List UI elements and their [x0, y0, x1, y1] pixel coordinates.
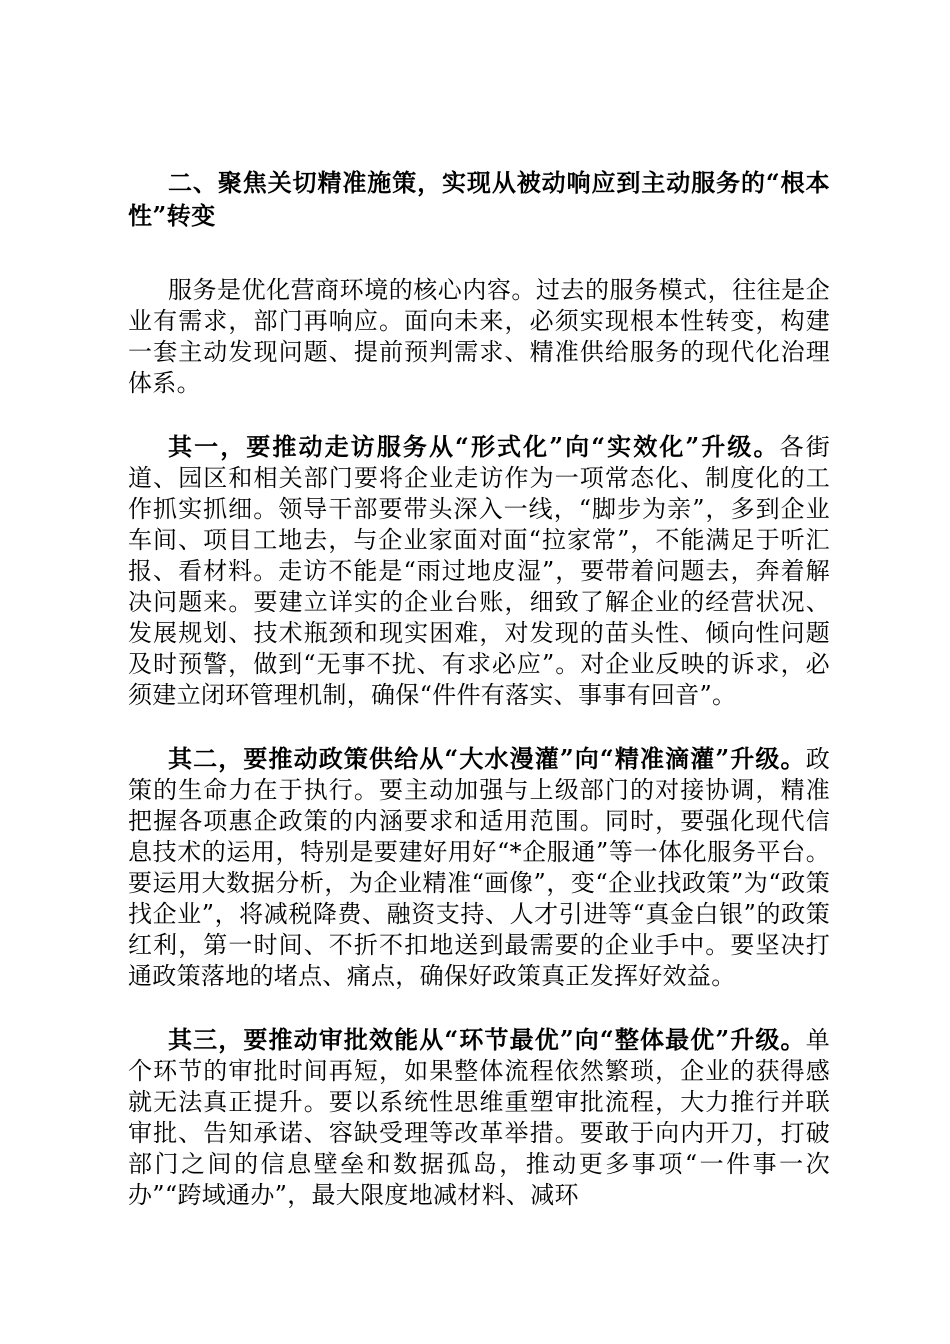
paragraph-body: 各街道、园区和相关部门要将企业走访作为一项常态化、制度化的工作抓实抓细。领导干部要带头深入一线，“脚步为亲”，多到企业车间、项目工地去，与企业家面对面“拉家常”，不能满足于听汇报、看材料。走访不能是“雨过地皮湿”，要带着问题去，奔着解决问题来。要建立详实的企业台账，细致了解企业的经营状况、发展规划、技术瓶颈和现实困难，对发现的苗头性、倾向性问题及时预警，做到“无事不扰、有求必应”。对企业反映的诉求，必须建立闭环管理机制，确保“件件有落实、事事有回音”。	[128, 433, 830, 709]
paragraph-body: 单个环节的审批时间再短，如果整体流程依然繁琐，企业的获得感就无法真正提升。要以系统性思维重塑审批流程，大力推行并联审批、告知承诺、容缺受理等改革举措。要敢于向内开刀，打破部门之间的信息壁垒和数据孤岛，推动更多事项“一件事一次办”“跨域通办”，最大限度地减材料、减环	[128, 1026, 830, 1209]
paragraph-lead: 其三，要推动审批效能从“环节最优”向“整体最优”升级。	[168, 1025, 806, 1054]
paragraph-lead: 其二，要推动政策供给从“大水漫灌”向“精准滴灌”升级。	[168, 744, 806, 773]
paragraph-visits	[128, 431, 830, 711]
intro-paragraph: 服务是优化营商环境的核心内容。过去的服务模式，往往是企业有需求，部门再响应。面向未来，必须实现根本性转变，构建一套主动发现问题、提前预判需求、精准供给服务的现代化治理体系。	[128, 276, 830, 397]
paragraph-approval	[128, 1024, 830, 1211]
paragraph-lead: 其一，要推动走访服务从“形式化”向“实效化”升级。	[168, 432, 780, 461]
document-page	[128, 166, 830, 1211]
paragraph-body: 政策的生命力在于执行。要主动加强与上级部门的对接协调，精准把握各项惠企政策的内涵要求和适用范围。同时，要强化现代信息技术的运用，特别是要建好用好“*企服通”等一体化服务平台。要运用大数据分析，为企业精准“画像”，变“企业找政策”为“政策找企业”，将减税降费、融资支持、人才引进等“真金白银”的政策红利，第一时间、不折不扣地送到最需要的企业手中。要坚决打通政策落地的堵点、痛点，确保好政策真正发挥好效益。	[128, 745, 830, 990]
section-heading: 二、聚焦关切精准施策，实现从被动响应到主动服务的“根本性”转变	[128, 168, 830, 230]
paragraph-policy	[128, 743, 830, 992]
